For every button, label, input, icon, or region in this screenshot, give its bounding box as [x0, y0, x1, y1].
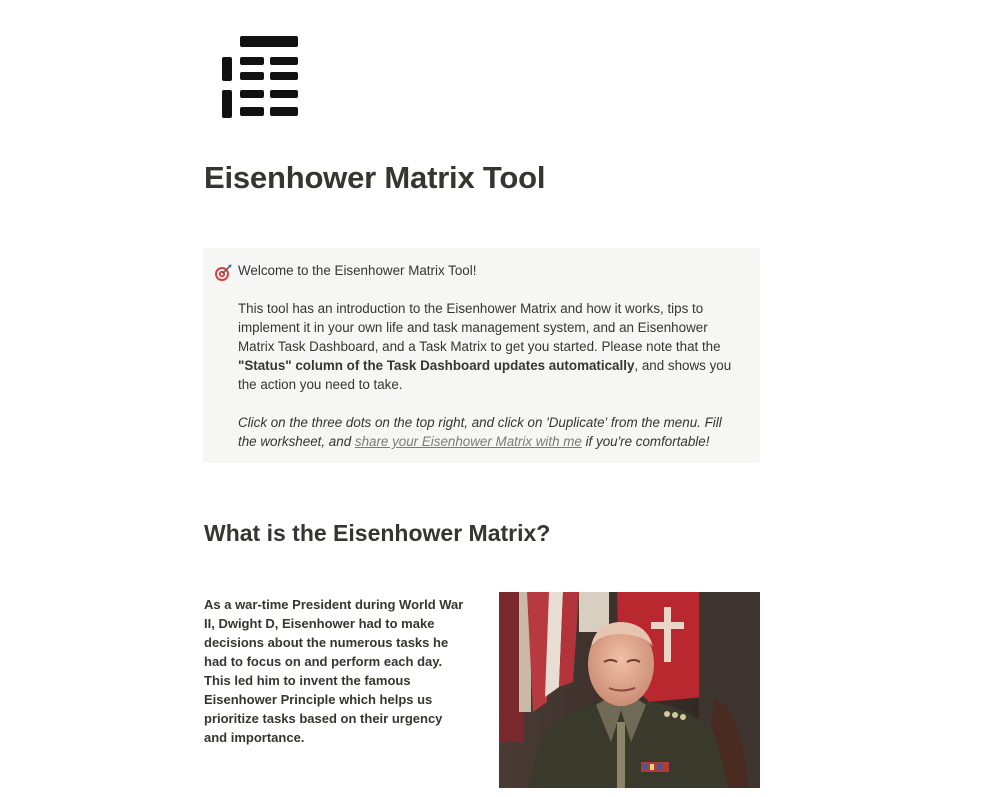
welcome-message: Welcome to the Eisenhower Matrix Tool! — [238, 263, 477, 278]
welcome-callout — [203, 248, 760, 463]
instruction-end: if you're comfortable! — [581, 434, 710, 449]
status-note: "Status" column of the Task Dashboard updates automatically — [238, 358, 635, 373]
callout-text — [238, 261, 738, 451]
table-list-icon[interactable] — [212, 28, 308, 124]
eisenhower-portrait — [499, 592, 760, 788]
eisenhower-intro: As a war-time President during World War II, Dwight D, Eisenhower had to make decisions about the numerous tasks he had to focus on and perform each day. This led him to invent the famous Eisenhower Principle which helps us prioritize tasks based on their urgency and importance. — [204, 597, 464, 745]
tool-description — [238, 299, 738, 394]
bullseye-icon[interactable] — [213, 263, 233, 283]
page-title[interactable]: Eisenhower Matrix Tool — [204, 160, 546, 195]
section-heading: What is the Eisenhower Matrix? — [204, 520, 551, 546]
duplicate-instruction — [238, 413, 738, 451]
share-link[interactable]: share your Eisenhower Matrix with me — [354, 434, 582, 449]
description-end: , and shows you the action you need to take. — [238, 358, 732, 392]
description-text: This tool has an introduction to the Eisenhower Matrix and how it works, tips to implement it in your own life and task management system, and an Eisenhower Matrix Task Dashboard, and a Task Matrix to get you started. Please note that the — [238, 301, 721, 354]
instruction-text: Click on the three dots on the top right, and click on 'Duplicate' from the menu. Fill the worksheet, and — [238, 415, 722, 449]
